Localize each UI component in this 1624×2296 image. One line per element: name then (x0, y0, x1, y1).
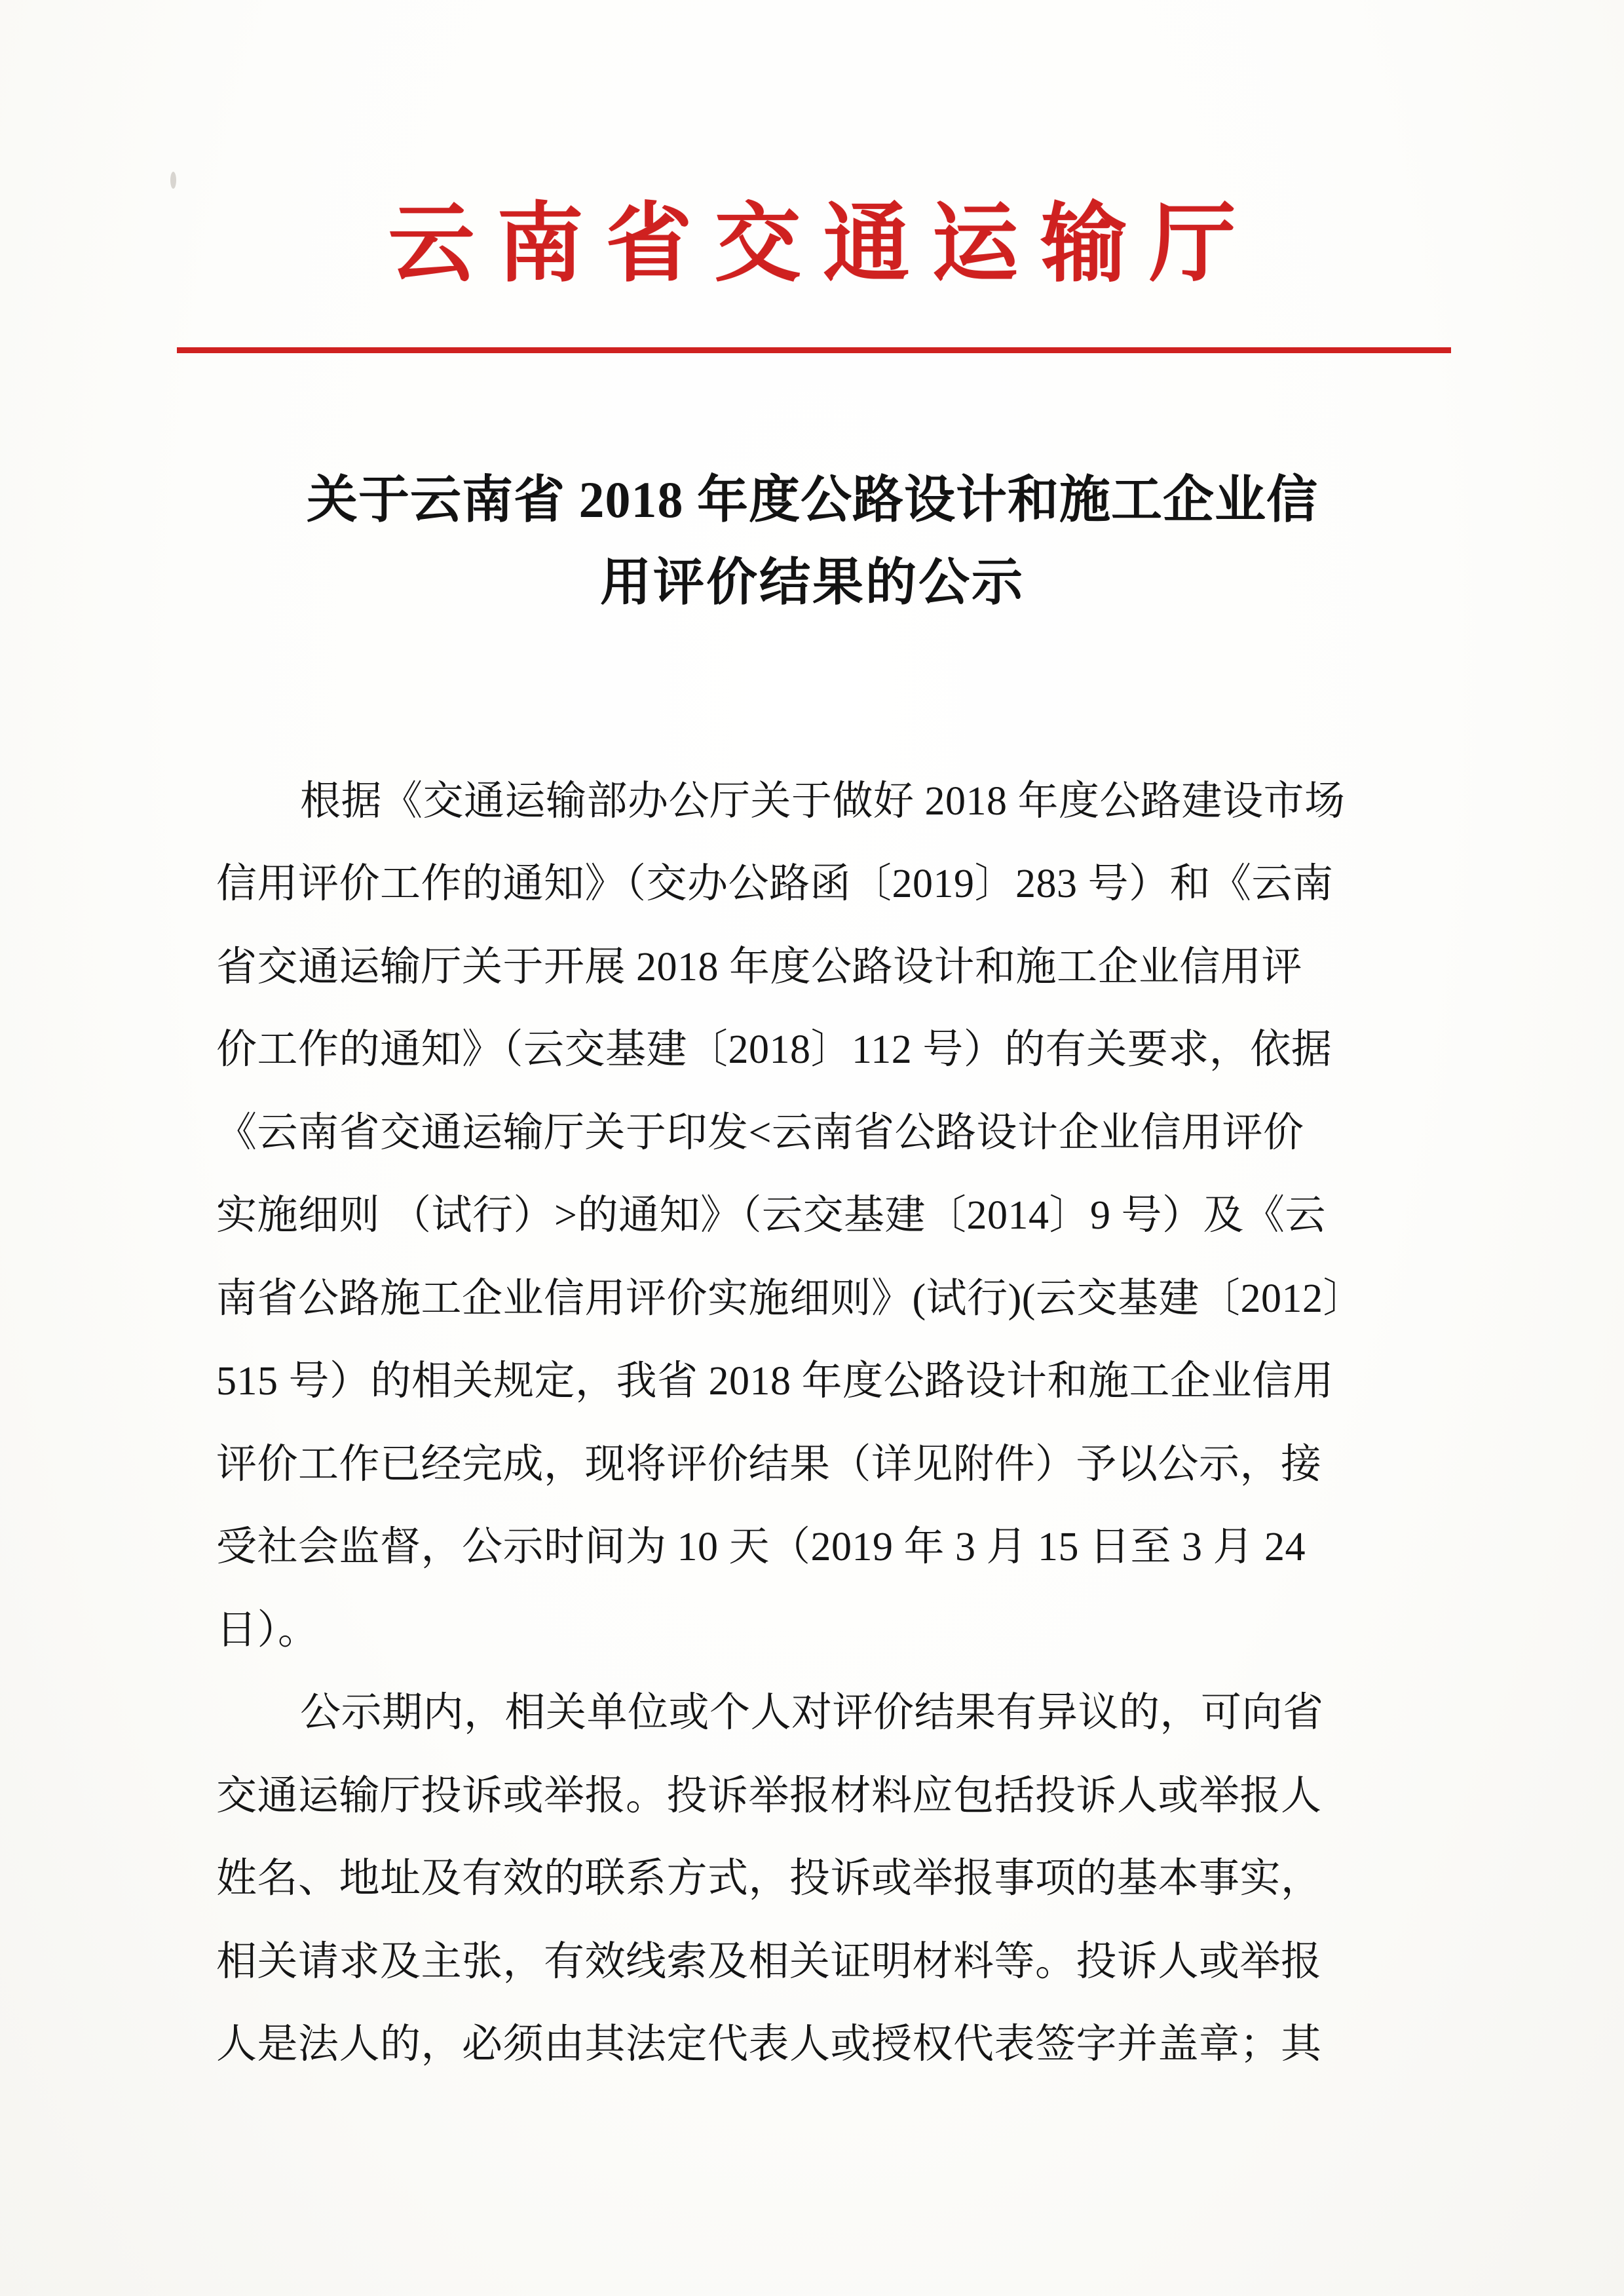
letterhead-divider (177, 347, 1451, 353)
body-line: 评价工作已经完成，现将评价结果（详见附件）予以公示，接 (216, 1442, 1322, 1487)
document-body (216, 760, 1422, 2086)
body-line: 实施细则 （试行）>的通知》（云交基建〔2014〕9 号）及《云 (216, 1193, 1326, 1238)
document-title-line-2: 用评价结果的公示 (599, 554, 1025, 611)
body-line: 人是法人的，必须由其法定代表人或授权代表签字并盖章；其 (216, 2022, 1322, 2067)
body-line: 《云南省交通运输厅关于印发<云南省公路设计企业信用评价 (216, 1110, 1304, 1155)
scan-speck (170, 172, 176, 189)
letterhead (0, 197, 1624, 292)
body-line: 受社会监督，公示时间为 10 天（2019 年 3 月 15 日至 3 月 24 (216, 1525, 1306, 1570)
body-line: 公示期内，相关单位或个人对评价结果有异议的，可向省 (300, 1691, 1324, 1736)
body-line: 根据《交通运输部办公厅关于做好 2018 年度公路建设市场 (300, 779, 1346, 824)
body-line: 相关请求及主张，有效线索及相关证明材料等。投诉人或举报 (216, 1939, 1322, 1984)
body-line: 价工作的通知》（云交基建〔2018〕112 号）的有关要求，依据 (216, 1027, 1332, 1073)
paragraph-complaint (216, 1672, 1422, 2086)
body-line: 姓名、地址及有效的联系方式，投诉或举报事项的基本事实， (216, 1856, 1322, 1902)
letterhead-organization: 云南省交通运输厅 (388, 196, 1258, 292)
body-line: 交通运输厅投诉或举报。投诉举报材料应包括投诉人或举报人 (216, 1773, 1322, 1818)
body-line: 信用评价工作的通知》（交办公路函〔2019〕283 号）和《云南 (216, 862, 1334, 907)
paragraph-basis (216, 760, 1422, 1672)
body-line: 515 号）的相关规定，我省 2018 年度公路设计和施工企业信用 (216, 1359, 1334, 1404)
body-line: 南省公路施工企业信用评价实施细则》(试行)(云交基建〔2012〕 (216, 1276, 1364, 1321)
document-title-line-1: 关于云南省 2018 年度公路设计和施工企业信 (306, 471, 1318, 528)
body-line: 日）。 (216, 1607, 319, 1653)
document-title (233, 459, 1392, 624)
body-line: 省交通运输厅关于开展 2018 年度公路设计和施工企业信用评 (216, 944, 1303, 989)
